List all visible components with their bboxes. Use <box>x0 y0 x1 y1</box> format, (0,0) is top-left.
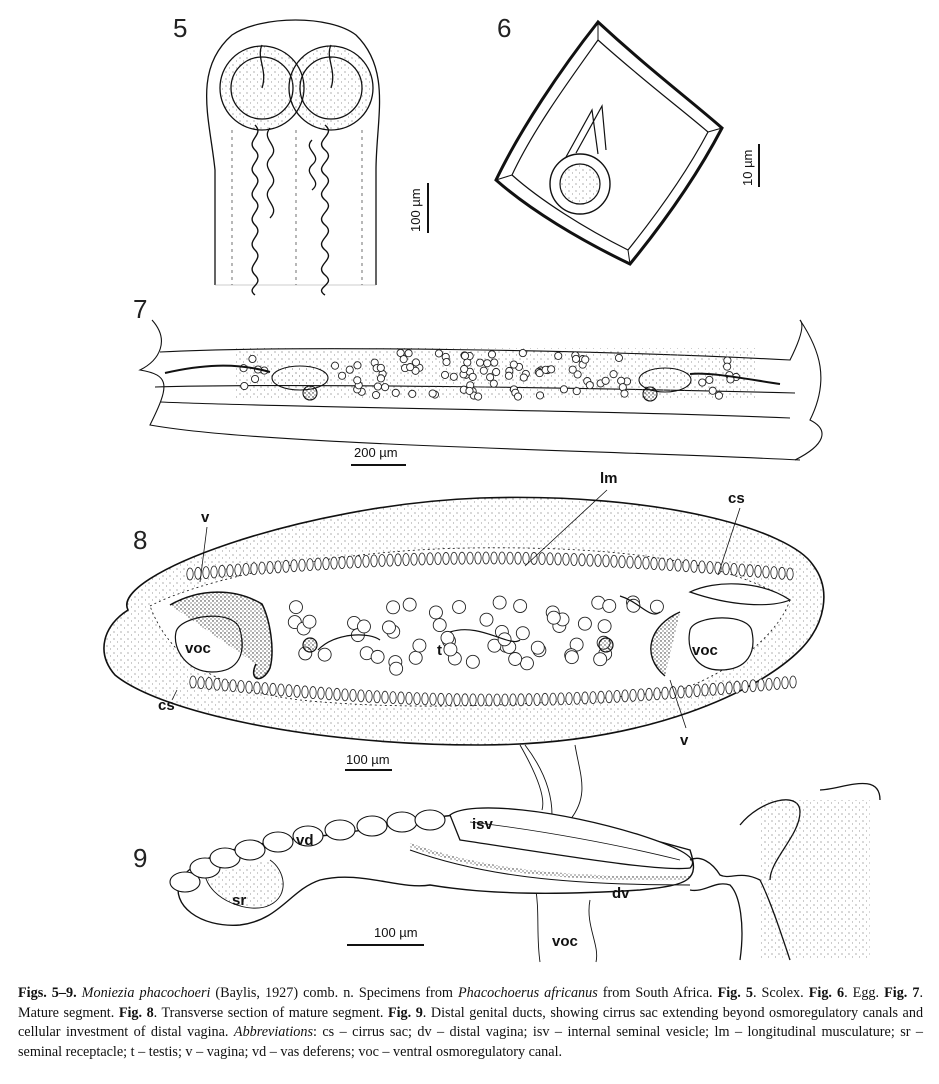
muscle-bundle <box>534 694 540 706</box>
fig5-scolex <box>207 20 380 295</box>
muscle-bundle <box>790 676 796 688</box>
label-voc-right: voc <box>692 642 718 659</box>
muscle-bundle <box>267 561 273 573</box>
fig8-scale-bar <box>345 752 392 770</box>
testis <box>547 611 560 624</box>
testis <box>433 619 446 632</box>
muscle-bundle <box>350 689 356 701</box>
testis <box>594 653 607 666</box>
muscle-bundle <box>294 685 300 697</box>
muscle-bundle <box>339 557 345 569</box>
testis <box>331 362 338 369</box>
muscle-bundle <box>238 680 244 692</box>
label-voc: voc <box>552 933 578 950</box>
muscle-bundle <box>315 558 321 570</box>
muscle-bundle <box>251 563 257 575</box>
muscle-bundle <box>547 553 553 565</box>
muscle-bundle <box>635 557 641 569</box>
testis <box>371 650 384 663</box>
caption-host: Phacochoerus africanus <box>457 985 598 1001</box>
muscle-bundle <box>478 694 484 706</box>
muscle-bundle <box>395 554 401 566</box>
muscle-bundle <box>470 694 476 706</box>
testis <box>490 380 497 387</box>
muscle-bundle <box>574 692 580 704</box>
fig9-scale-bar <box>347 925 424 945</box>
muscle-bundle <box>187 568 193 580</box>
muscle-bundle <box>427 553 433 565</box>
muscle-bundle <box>550 693 556 705</box>
muscle-bundle <box>723 563 729 575</box>
muscle-bundle <box>555 553 561 565</box>
muscle-bundle <box>198 677 204 689</box>
muscle-bundle <box>414 693 420 705</box>
testis <box>598 620 611 633</box>
muscle-bundle <box>486 694 492 706</box>
muscle-bundle <box>686 685 692 697</box>
muscle-bundle <box>619 556 625 568</box>
muscle-bundle <box>782 677 788 689</box>
muscle-bundle <box>766 678 772 690</box>
testis <box>621 390 628 397</box>
testis <box>650 600 663 613</box>
caption-text: . Mature segment. <box>18 985 924 1021</box>
muscle-bundle <box>366 690 372 702</box>
testis <box>573 388 580 395</box>
muscle-bundle <box>430 693 436 705</box>
testis <box>392 389 399 396</box>
testis <box>520 657 533 670</box>
testis <box>610 371 617 378</box>
muscle-bundle <box>710 683 716 695</box>
muscle-bundle <box>566 693 572 705</box>
muscle-bundle <box>347 556 353 568</box>
testis <box>514 393 521 400</box>
muscle-bundle <box>763 566 769 578</box>
caption-fig6: Fig. 6 <box>808 985 845 1001</box>
testis <box>374 383 381 390</box>
testis <box>251 375 258 382</box>
fig5-number: 5 <box>173 13 188 43</box>
muscle-bundle <box>758 679 764 691</box>
fig9-ducts <box>178 745 880 962</box>
muscle-bundle <box>259 562 265 574</box>
muscle-bundle <box>630 689 636 701</box>
label-cs-left: cs <box>158 697 175 714</box>
label-sr: sr <box>232 892 247 909</box>
testis <box>409 390 416 397</box>
muscle-bundle <box>702 684 708 696</box>
muscle-bundle <box>563 553 569 565</box>
testis <box>400 356 407 363</box>
testis <box>318 648 331 661</box>
muscle-bundle <box>214 678 220 690</box>
muscle-bundle <box>659 558 665 570</box>
testis <box>372 391 379 398</box>
testis <box>382 621 395 634</box>
testis <box>354 362 361 369</box>
label-lm: lm <box>600 470 618 487</box>
fig7-segment <box>140 320 822 460</box>
muscle-bundle <box>390 692 396 704</box>
caption-fig5: Fig. 5 <box>717 985 753 1001</box>
label-v-left: v <box>201 509 210 526</box>
figure-caption <box>18 984 923 1062</box>
testis <box>516 627 529 640</box>
testis <box>429 390 436 397</box>
testis <box>461 365 468 372</box>
muscle-bundle <box>595 554 601 566</box>
muscle-bundle <box>387 554 393 566</box>
testis <box>603 599 616 612</box>
fig6-scale-label: 10 µm <box>740 149 755 186</box>
caption-fig9: Fig. 9 <box>387 1004 423 1021</box>
muscle-bundle <box>515 552 521 564</box>
vas-deferens-coil <box>415 810 445 830</box>
testis <box>536 392 543 399</box>
muscle-bundle <box>699 561 705 573</box>
muscle-bundle <box>398 692 404 704</box>
label-isv: isv <box>472 816 493 833</box>
muscle-bundle <box>411 553 417 565</box>
testis <box>582 356 589 363</box>
testis <box>390 662 403 675</box>
label-dv: dv <box>612 885 630 902</box>
testis <box>381 384 388 391</box>
testis <box>387 601 400 614</box>
muscle-bundle <box>542 693 548 705</box>
muscle-bundle <box>286 685 292 697</box>
caption-abbreviations: Abbreviations <box>233 1024 313 1040</box>
muscle-bundle <box>211 566 217 578</box>
muscle-bundle <box>222 679 228 691</box>
muscle-bundle <box>582 692 588 704</box>
muscle-bundle <box>334 688 340 700</box>
testis <box>699 379 706 386</box>
muscle-bundle <box>467 552 473 564</box>
testis <box>475 393 482 400</box>
muscle-bundle <box>502 694 508 706</box>
muscle-bundle <box>355 556 361 568</box>
vas-deferens-coil <box>387 812 417 832</box>
muscle-bundle <box>667 559 673 571</box>
testis <box>413 639 426 652</box>
muscle-bundle <box>694 685 700 697</box>
muscle-bundle <box>262 683 268 695</box>
muscle-bundle <box>539 553 545 565</box>
muscle-bundle <box>342 689 348 701</box>
muscle-bundle <box>675 559 681 571</box>
muscle-bundle <box>302 686 308 698</box>
fig7-number: 7 <box>133 294 148 324</box>
muscle-bundle <box>603 555 609 567</box>
muscle-bundle <box>747 565 753 577</box>
label-voc-left: voc <box>185 640 211 657</box>
muscle-bundle <box>435 553 441 565</box>
muscle-bundle <box>235 564 241 576</box>
muscle-bundle <box>662 687 668 699</box>
testis <box>443 358 450 365</box>
muscle-bundle <box>454 694 460 706</box>
caption-fig8: Fig. 8 <box>118 1004 154 1021</box>
muscle-bundle <box>494 694 500 706</box>
muscle-bundle <box>518 694 524 706</box>
testis <box>555 352 562 359</box>
muscle-bundle <box>278 684 284 696</box>
label-vd: vd <box>296 832 314 849</box>
muscle-bundle <box>726 682 732 694</box>
muscle-bundle <box>646 688 652 700</box>
muscle-bundle <box>406 692 412 704</box>
muscle-bundle <box>598 691 604 703</box>
vas-deferens-coil <box>325 820 355 840</box>
muscle-bundle <box>742 680 748 692</box>
muscle-bundle <box>643 557 649 569</box>
testis <box>724 363 731 370</box>
caption-text: from South Africa. <box>597 985 718 1001</box>
muscle-bundle <box>622 690 628 702</box>
muscle-bundle <box>627 556 633 568</box>
testis <box>241 382 248 389</box>
testis <box>493 368 500 375</box>
caption-text: . Transverse section of mature segment. <box>153 1004 388 1021</box>
fig5-scale-bar <box>408 183 428 233</box>
caption-text: . Scolex. <box>752 985 809 1001</box>
muscle-bundle <box>475 552 481 564</box>
muscle-bundle <box>462 694 468 706</box>
muscle-bundle <box>526 694 532 706</box>
testis <box>409 651 422 664</box>
caption-fig7: Fig. 7 <box>884 985 920 1001</box>
label-t: t <box>437 642 442 659</box>
testis <box>480 613 493 626</box>
testis <box>572 355 579 362</box>
muscle-bundle <box>219 565 225 577</box>
muscle-bundle <box>590 692 596 704</box>
vas-deferens-coil <box>357 816 387 836</box>
muscle-bundle <box>230 680 236 692</box>
testis <box>510 361 517 368</box>
testis <box>377 364 384 371</box>
muscle-bundle <box>331 557 337 569</box>
testis <box>346 366 353 373</box>
caption-text: (Baylis, 1927) comb. n. Specimens from <box>210 985 458 1001</box>
muscle-bundle <box>371 555 377 567</box>
testis <box>514 600 527 613</box>
muscle-bundle <box>771 567 777 579</box>
caption-lead: Figs. 5–9. <box>18 985 77 1001</box>
muscle-bundle <box>734 681 740 693</box>
muscle-bundle <box>499 552 505 564</box>
muscle-bundle <box>227 565 233 577</box>
testis <box>569 366 576 373</box>
testis <box>450 373 457 380</box>
testis <box>578 617 591 630</box>
testis <box>441 631 454 644</box>
testis <box>377 375 384 382</box>
fig8-scale-label: 100 µm <box>346 752 390 767</box>
muscle-bundle <box>638 689 644 701</box>
testis <box>476 359 483 366</box>
testis <box>520 374 527 381</box>
label-cs-right: cs <box>728 490 745 507</box>
muscle-bundle <box>190 676 196 688</box>
muscle-bundle <box>707 561 713 573</box>
muscle-bundle <box>787 568 793 580</box>
muscle-bundle <box>683 560 689 572</box>
muscle-bundle <box>774 678 780 690</box>
muscle-bundle <box>438 693 444 705</box>
muscle-bundle <box>459 552 465 564</box>
testis <box>289 601 302 614</box>
muscle-bundle <box>558 693 564 705</box>
testis <box>441 371 448 378</box>
muscle-bundle <box>779 567 785 579</box>
testis <box>453 601 466 614</box>
muscle-bundle <box>291 560 297 572</box>
fig7-scale-bar <box>351 445 406 465</box>
muscle-bundle <box>307 559 313 571</box>
testis <box>531 641 544 654</box>
muscle-bundle <box>374 691 380 703</box>
fig9-number: 9 <box>133 843 148 873</box>
muscle-bundle <box>206 678 212 690</box>
muscle-bundle <box>654 688 660 700</box>
muscle-bundle <box>358 690 364 702</box>
muscle-bundle <box>419 553 425 565</box>
testis <box>403 598 416 611</box>
testis <box>586 382 593 389</box>
muscle-bundle <box>254 682 260 694</box>
muscle-bundle <box>283 560 289 572</box>
label-v-right: v <box>680 732 689 749</box>
testis <box>709 387 716 394</box>
muscle-bundle <box>750 680 756 692</box>
testis <box>615 354 622 361</box>
muscle-bundle <box>243 563 249 575</box>
fig5-scale-label: 100 µm <box>408 188 423 232</box>
muscle-bundle <box>422 693 428 705</box>
muscle-bundle <box>651 558 657 570</box>
testis <box>435 350 442 357</box>
muscle-bundle <box>691 560 697 572</box>
muscle-bundle <box>379 554 385 566</box>
caption-text: . Distal genital ducts, showing cirrus sac extending beyond osmoregulatory canals and cellular investment of distal vagina. <box>18 1004 924 1040</box>
testis <box>469 373 476 380</box>
muscle-bundle <box>451 552 457 564</box>
testis <box>405 350 412 357</box>
muscle-bundle <box>483 552 489 564</box>
testis <box>484 360 491 367</box>
muscle-bundle <box>323 558 329 570</box>
fig6-number: 6 <box>497 13 512 43</box>
muscle-bundle <box>718 683 724 695</box>
muscle-bundle <box>614 690 620 702</box>
testis <box>466 387 473 394</box>
muscle-bundle <box>678 686 684 698</box>
muscle-bundle <box>270 683 276 695</box>
testis <box>480 367 487 374</box>
testis <box>602 377 609 384</box>
muscle-bundle <box>310 687 316 699</box>
testis <box>466 655 479 668</box>
muscle-bundle <box>382 691 388 703</box>
muscle-bundle <box>363 555 369 567</box>
testis <box>715 392 722 399</box>
vas-deferens-coil <box>235 840 265 860</box>
fig8-number: 8 <box>133 525 148 555</box>
muscle-bundle <box>571 554 577 566</box>
muscle-bundle <box>606 691 612 703</box>
muscle-bundle <box>739 564 745 576</box>
muscle-bundle <box>318 687 324 699</box>
muscle-bundle <box>443 552 449 564</box>
fig6-egg <box>496 22 722 264</box>
muscle-bundle <box>587 554 593 566</box>
testis <box>548 366 555 373</box>
testis <box>338 372 345 379</box>
muscle-bundle <box>299 559 305 571</box>
testis <box>505 372 512 379</box>
testis <box>519 349 526 356</box>
testis <box>357 620 370 633</box>
testis <box>706 376 713 383</box>
testis <box>429 606 442 619</box>
muscle-bundle <box>611 555 617 567</box>
testis <box>493 596 506 609</box>
caption-text: : cs – cirrus sac; dv – distal vagina; isv – internal seminal vesicle; lm – longitudinal musculature; sr – seminal receptacle; t – testis; v – vagina; vd – vas deferens; voc – ventral osmoregulatory canal. <box>18 1024 923 1060</box>
muscle-bundle <box>246 681 252 693</box>
testis <box>249 355 256 362</box>
caption-text: . Egg. <box>844 985 885 1001</box>
testis <box>560 386 567 393</box>
caption-species: Moniezia phacochoeri <box>81 985 211 1001</box>
testis <box>354 377 361 384</box>
muscle-bundle <box>510 694 516 706</box>
testis <box>565 651 578 664</box>
muscle-bundle <box>731 563 737 575</box>
fig7-scale-label: 200 µm <box>354 445 398 460</box>
testis <box>509 653 522 666</box>
testis <box>444 643 457 656</box>
fig6-scale-bar <box>740 144 759 187</box>
testis <box>488 351 495 358</box>
muscle-bundle <box>203 567 209 579</box>
muscle-bundle <box>755 565 761 577</box>
muscle-bundle <box>275 561 281 573</box>
fig9-scale-label: 100 µm <box>374 925 418 940</box>
muscle-bundle <box>491 552 497 564</box>
testis <box>407 364 414 371</box>
muscle-bundle <box>446 694 452 706</box>
muscle-bundle <box>579 554 585 566</box>
testis <box>303 615 316 628</box>
muscle-bundle <box>507 552 513 564</box>
testis <box>491 359 498 366</box>
muscle-bundle <box>531 552 537 564</box>
muscle-bundle <box>403 554 409 566</box>
muscle-bundle <box>326 688 332 700</box>
testis <box>461 352 468 359</box>
vas-deferens-coil <box>263 832 293 852</box>
